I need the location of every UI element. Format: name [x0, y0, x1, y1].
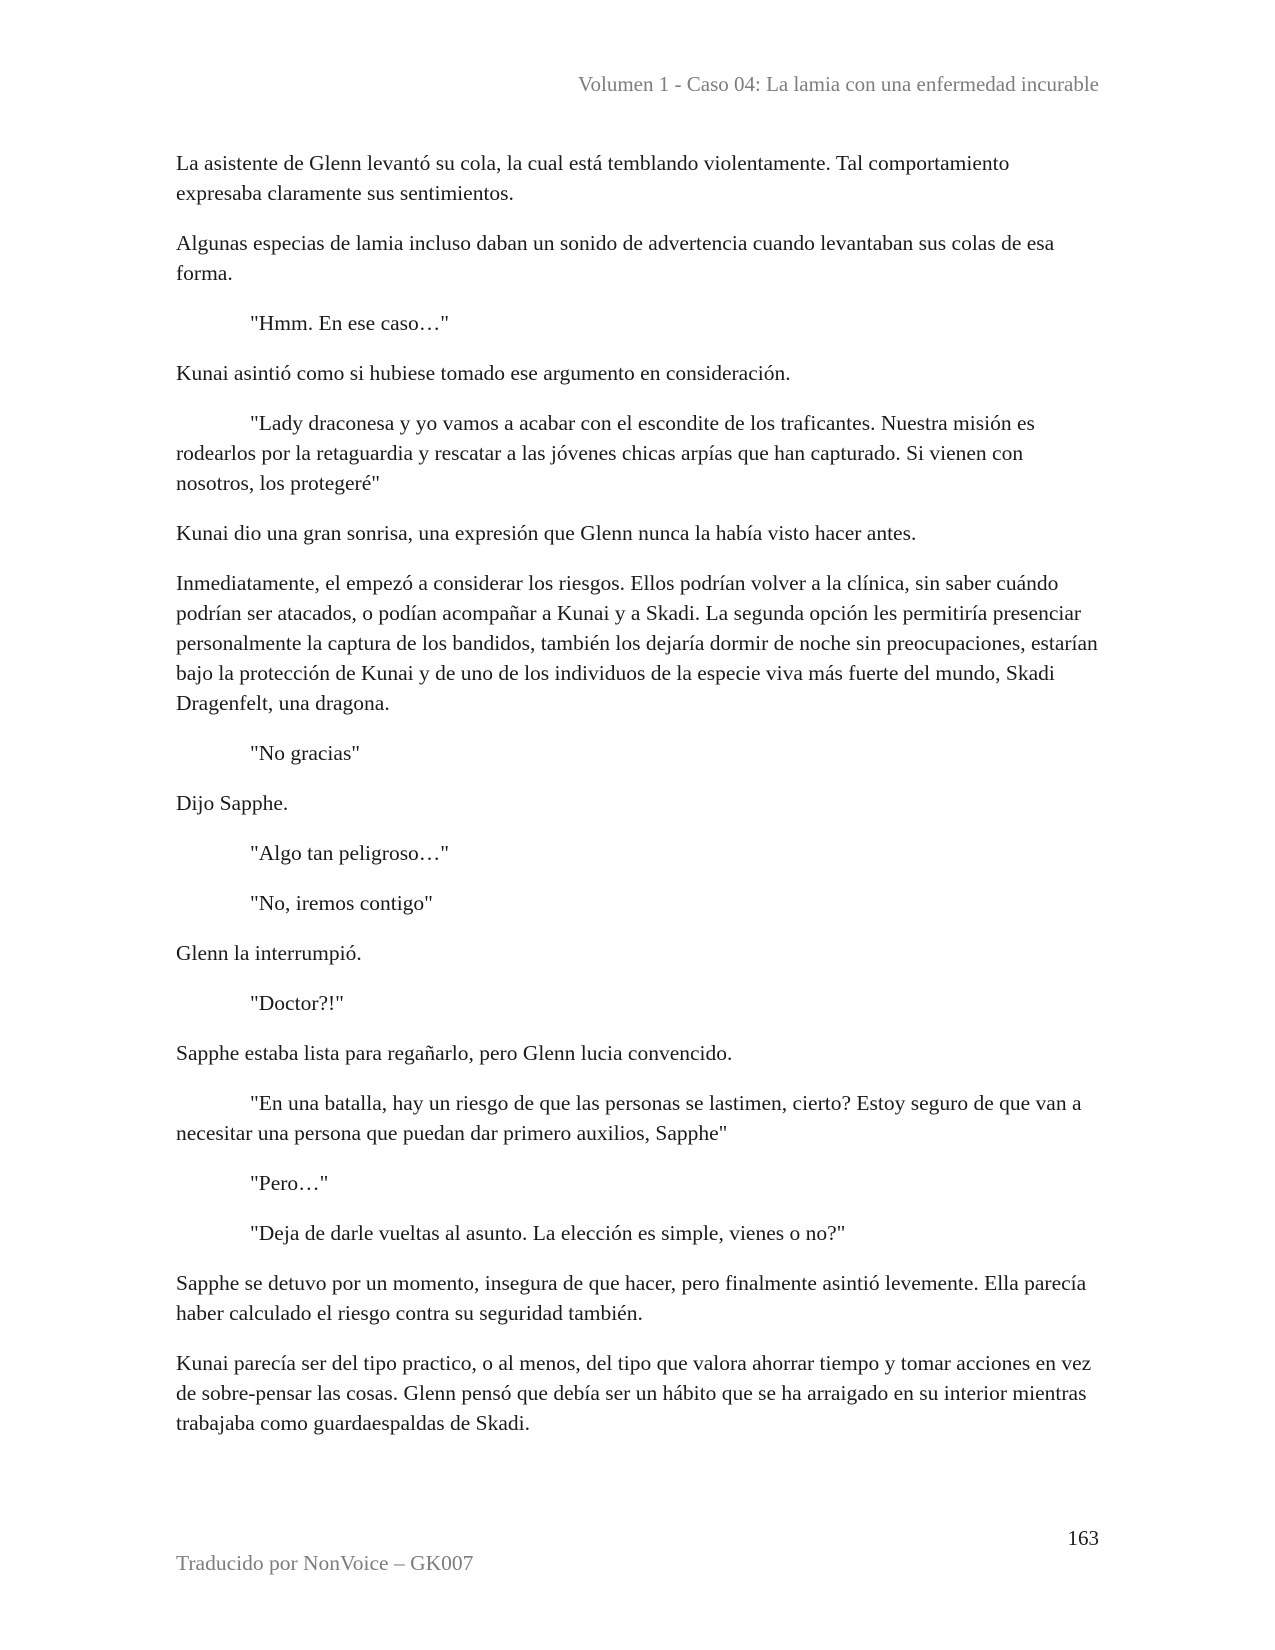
- dialogue-paragraph: "Doctor?!": [250, 991, 344, 1015]
- dialogue-paragraph: "En una batalla, hay un riesgo de que las personas se lastimen, cierto? Estoy seguro de que van a necesitar una persona que puedan dar primero auxilios, Sapphe": [176, 1091, 1082, 1145]
- narration-paragraph: Inmediatamente, el empezó a considerar los riesgos. Ellos podrían volver a la clínica, sin saber cuándo podrían ser atacados, o podían acompañar a Kunai y a Skadi. La segunda opción les permitiría presenciar personalmente la captura de los bandidos, también los dejaría dormir de noche sin preocupaciones, estarían bajo la protección de Kunai y de uno de los individuos de la especie viva más fuerte del mundo, Skadi Dragenfelt, una dragona.: [176, 571, 1098, 715]
- narration-paragraph: Glenn la interrumpió.: [176, 941, 362, 965]
- narration-paragraph: Sapphe se detuvo por un momento, insegura de que hacer, pero finalmente asintió levemente. Ella parecía haber calculado el riesgo contra su seguridad también.: [176, 1271, 1087, 1325]
- dialogue-paragraph: "Lady draconesa y yo vamos a acabar con el escondite de los traficantes. Nuestra misión es rodearlos por la retaguardia y rescatar a las jóvenes chicas arpías que han capturado. Si vienen con nosotros, los protegeré": [176, 411, 1035, 495]
- dialogue-paragraph: "Pero…": [250, 1171, 329, 1195]
- dialogue-paragraph: "No, iremos contigo": [250, 891, 433, 915]
- narration-paragraph: Kunai asintió como si hubiese tomado ese argumento en consideración.: [176, 361, 791, 385]
- body-text: [176, 148, 1099, 1458]
- dialogue-paragraph: "Algo tan peligroso…": [250, 841, 450, 865]
- narration-paragraph: La asistente de Glenn levantó su cola, la cual está temblando violentamente. Tal comportamiento expresaba claramente sus sentimientos.: [176, 151, 1010, 205]
- narration-paragraph: Kunai parecía ser del tipo practico, o al menos, del tipo que valora ahorrar tiempo y tomar acciones en vez de sobre-pensar las cosas. Glenn pensó que debía ser un hábito que se ha arraigado en su interior mientras trabajaba como guardaespaldas de Skadi.: [176, 1351, 1092, 1435]
- page-number: 163: [1067, 1526, 1099, 1550]
- narration-paragraph: Sapphe estaba lista para regañarlo, pero Glenn lucia convencido.: [176, 1041, 733, 1065]
- narration-paragraph: Dijo Sapphe.: [176, 791, 289, 815]
- narration-paragraph: Algunas especias de lamia incluso daban un sonido de advertencia cuando levantaban sus colas de esa forma.: [176, 231, 1055, 285]
- translator-credit: Traducido por NonVoice – GK007: [176, 1551, 474, 1575]
- dialogue-paragraph: "Hmm. En ese caso…": [250, 311, 450, 335]
- running-header: Volumen 1 - Caso 04: La lamia con una enfermedad incurable: [578, 72, 1099, 96]
- narration-paragraph: Kunai dio una gran sonrisa, una expresión que Glenn nunca la había visto hacer antes.: [176, 521, 917, 545]
- dialogue-paragraph: "Deja de darle vueltas al asunto. La elección es simple, vienes o no?": [250, 1221, 846, 1245]
- dialogue-paragraph: "No gracias": [250, 741, 361, 765]
